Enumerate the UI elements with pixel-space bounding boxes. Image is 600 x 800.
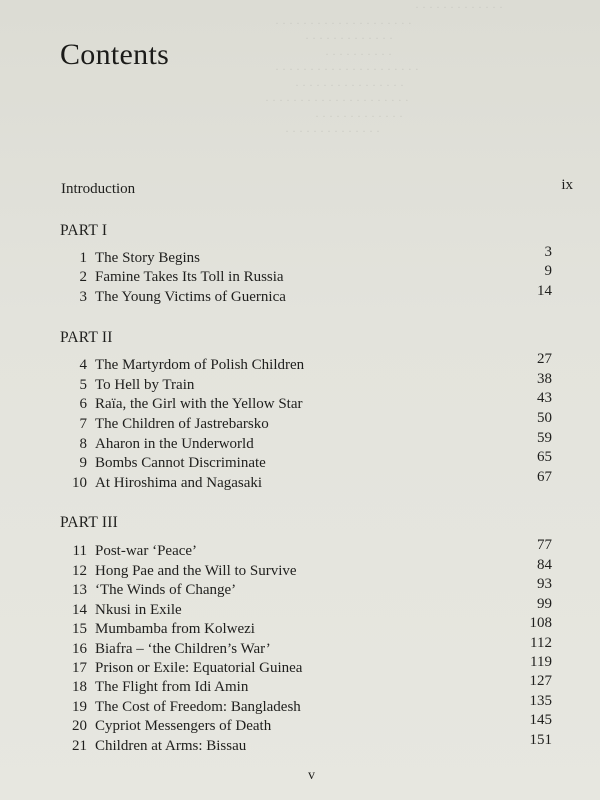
- toc-entry: [0, 430, 600, 456]
- chapter-title: At Hiroshima and Nagasaki: [95, 475, 263, 491]
- chapter-title: The Martyrdom of Polish Children: [95, 357, 305, 373]
- chapter-number: 19: [72, 699, 87, 715]
- chapter-number: 3: [79, 289, 87, 305]
- chapter-title: Post-war ‘Peace’: [95, 543, 198, 559]
- introduction-page: ix: [561, 177, 573, 193]
- chapter-page: 59: [537, 430, 552, 446]
- chapter-title: Mumbamba from Kolwezi: [95, 621, 255, 637]
- chapter-number: 13: [72, 582, 87, 598]
- toc-entry: [0, 537, 600, 563]
- chapter-number: 9: [79, 455, 87, 471]
- chapter-title: ‘The Winds of Change’: [95, 582, 237, 598]
- chapter-title: Cypriot Messengers of Death: [95, 718, 272, 734]
- chapter-page: 145: [529, 712, 552, 728]
- chapter-title: Famine Takes Its Toll in Russia: [95, 269, 284, 285]
- chapter-number: 2: [79, 269, 87, 285]
- introduction-label: Introduction: [61, 181, 136, 197]
- chapter-page: 93: [537, 576, 552, 592]
- chapter-number: 1: [79, 250, 87, 266]
- chapter-number: 4: [79, 357, 87, 373]
- toc-entry: [0, 693, 600, 719]
- chapter-page: 99: [537, 596, 552, 612]
- page-number: v: [308, 768, 315, 783]
- chapter-number: 5: [79, 377, 87, 393]
- chapter-title: To Hell by Train: [95, 377, 195, 393]
- show-through-text: · · · · · · · · · · · · · · · · · · · · · · · · · · · · · · · · · · · · · · · · · · · · · · · · · · · · · · · · · · · · · · · · · · · · · · · · · · · · · · · · · · · · · · · · · · · · · · · · · · · · · · · · · · · · · · · · · · · · · · · · · · · · · · · · · · · · · · · · · · · · ·: [265, 0, 503, 138]
- chapter-page: 135: [529, 693, 552, 709]
- chapter-title: The Flight from Idi Amin: [95, 679, 249, 695]
- chapter-number: 10: [72, 475, 87, 491]
- toc-entry: [0, 351, 600, 377]
- chapter-page: 119: [530, 654, 552, 670]
- toc-entry: [0, 263, 600, 289]
- chapter-title: The Cost of Freedom: Bangladesh: [95, 699, 301, 715]
- chapter-page: 14: [537, 283, 552, 299]
- chapter-page: 38: [537, 371, 552, 387]
- chapter-number: 7: [79, 416, 87, 432]
- chapter-page: 108: [529, 615, 552, 631]
- part-heading: PART II: [60, 329, 113, 346]
- toc-entry: [0, 283, 600, 309]
- chapter-title: Raïa, the Girl with the Yellow Star: [95, 396, 303, 412]
- chapter-title: The Young Victims of Guernica: [95, 289, 286, 305]
- chapter-title: Hong Pae and the Will to Survive: [95, 563, 297, 579]
- chapter-page: 67: [537, 469, 552, 485]
- chapter-page: 112: [530, 635, 552, 651]
- chapter-page: 77: [537, 537, 552, 553]
- chapter-number: 14: [72, 602, 87, 618]
- toc-entry: [0, 390, 600, 416]
- chapter-title: Bombs Cannot Discriminate: [95, 455, 266, 471]
- part-heading: PART III: [60, 514, 118, 531]
- chapter-title: Children at Arms: Bissau: [95, 738, 247, 754]
- toc-entry: [0, 712, 600, 738]
- toc-entry: [0, 673, 600, 699]
- toc-entry: [0, 371, 600, 397]
- chapter-title: Prison or Exile: Equatorial Guinea: [95, 660, 303, 676]
- chapter-title: Aharon in the Underworld: [95, 436, 254, 452]
- toc-entry: [0, 557, 600, 583]
- chapter-number: 20: [72, 718, 87, 734]
- toc-entry: [0, 654, 600, 680]
- chapter-page: 84: [537, 557, 552, 573]
- toc-entry: [0, 449, 600, 475]
- chapter-page: 43: [537, 390, 552, 406]
- chapter-page: 9: [544, 263, 552, 279]
- chapter-number: 12: [72, 563, 87, 579]
- chapter-title: The Children of Jastrebarsko: [95, 416, 269, 432]
- toc-entry: [0, 410, 600, 436]
- chapter-number: 15: [72, 621, 87, 637]
- toc-entry: [0, 615, 600, 641]
- toc-entry: [0, 596, 600, 622]
- chapter-title: Biafra – ‘the Children’s War’: [95, 641, 271, 657]
- page-title: Contents: [60, 38, 170, 71]
- part-heading: PART I: [60, 222, 108, 239]
- chapter-page: 151: [529, 732, 552, 748]
- chapter-number: 8: [79, 436, 87, 452]
- chapter-number: 18: [72, 679, 87, 695]
- toc-entry: [0, 732, 600, 758]
- chapter-number: 16: [72, 641, 87, 657]
- chapter-number: 11: [72, 543, 87, 559]
- chapter-title: Nkusi in Exile: [95, 602, 182, 618]
- toc-entry: [0, 635, 600, 661]
- toc-entry: [0, 244, 600, 270]
- chapter-number: 6: [79, 396, 87, 412]
- chapter-page: 50: [537, 410, 552, 426]
- chapter-number: 21: [72, 738, 87, 754]
- chapter-title: The Story Begins: [95, 250, 200, 266]
- chapter-page: 127: [529, 673, 552, 689]
- chapter-number: 17: [72, 660, 87, 676]
- chapter-page: 3: [544, 244, 552, 260]
- toc-entry: [0, 469, 600, 495]
- toc-entry: [0, 576, 600, 602]
- chapter-page: 65: [537, 449, 552, 465]
- chapter-page: 27: [537, 351, 552, 367]
